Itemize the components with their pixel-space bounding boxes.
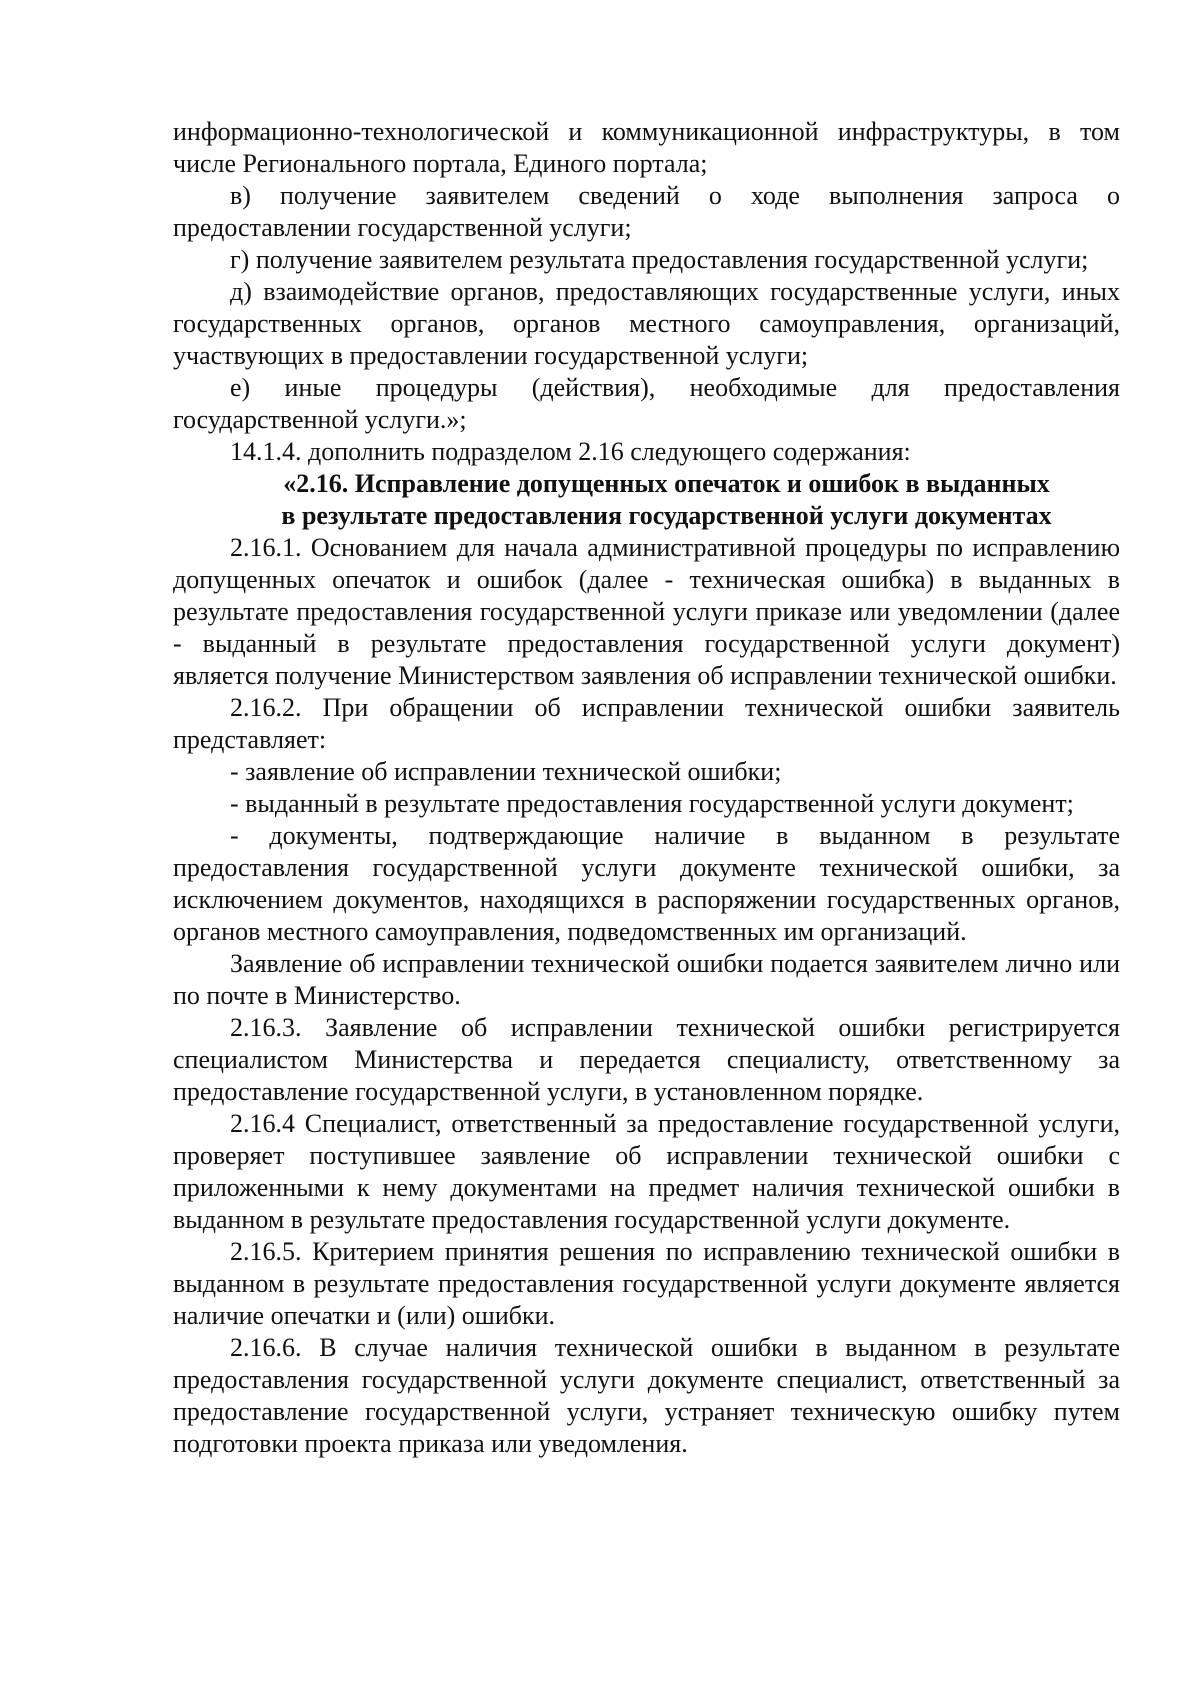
paragraph-item-e: е) иные процедуры (действия), необходимые для предоставления государственной услуги.»; xyxy=(173,373,1120,434)
paragraph-item-g: г) получение заявителем результата предоставления государственной услуги; xyxy=(230,245,1089,274)
paragraph-2-16-5: 2.16.5. Критерием принятия решения по исправлению технической ошибки в выданном в результате предоставления государственной услуги документе является наличие опечатки и (или) ошибки. xyxy=(173,1237,1120,1330)
paragraph-14-1-4: 14.1.4. дополнить подразделом 2.16 следующего содержания: xyxy=(230,437,911,466)
paragraph-2-16-3: 2.16.3. Заявление об исправлении технической ошибки регистрируется специалистом Министерства и передается специалисту, ответственному за предоставление государственной услуги, в установленном порядке. xyxy=(173,1013,1120,1106)
paragraph-submission: Заявление об исправлении технической ошибки подается заявителем лично или по почте в Министерство. xyxy=(173,949,1120,1010)
paragraph-2-16-1: 2.16.1. Основанием для начала административной процедуры по исправлению допущенных опечаток и ошибок (далее - техническая ошибка) в выданных в результате предоставления государственной услуги приказе или уведомлении (далее - выданный в результате предоставления государственной услуги документ) является получение Министерством заявления об исправлении технической ошибки. xyxy=(173,533,1120,690)
document-page xyxy=(173,116,1120,1460)
paragraph-2-16-4: 2.16.4 Специалист, ответственный за предоставление государственной услуги, проверяет поступившее заявление об исправлении технической ошибки с приложенными к нему документами на предмет наличия технической ошибки в выданном в результате предоставления государственной услуги документе. xyxy=(173,1109,1120,1234)
section-heading-line-2: в результате предоставления государственной услуги документах xyxy=(281,501,1052,530)
paragraph-2-16-6: 2.16.6. В случае наличия технической ошибки в выданном в результате предоставления государственной услуги документе специалист, ответственный за предоставление государственной услуги, устраняет техническую ошибку путем подготовки проекта приказа или уведомления. xyxy=(173,1333,1120,1458)
paragraph-item-v: в) получение заявителем сведений о ходе выполнения запроса о предоставлении государственной услуги; xyxy=(173,181,1120,242)
list-item-application: - заявление об исправлении технической ошибки; xyxy=(230,757,782,786)
list-item-issued-document: - выданный в результате предоставления государственной услуги документ; xyxy=(230,789,1074,818)
section-heading-line-1: «2.16. Исправление допущенных опечаток и ошибок в выданных xyxy=(283,469,1050,498)
list-item-supporting-documents: - документы, подтверждающие наличие в выданном в результате предоставления государственной услуги документе технической ошибки, за исключением документов, находящихся в распоряжении государственных органов, органов местного самоуправления, подведомственных им организаций. xyxy=(173,821,1120,946)
paragraph-continuation: информационно-технологической и коммуникационной инфраструктуры, в том числе Регионального портала, Единого портала; xyxy=(173,117,1120,178)
paragraph-2-16-2: 2.16.2. При обращении об исправлении технической ошибки заявитель представляет: xyxy=(173,693,1120,754)
paragraph-item-d: д) взаимодействие органов, предоставляющих государственные услуги, иных государственных органов, органов местного самоуправления, организаций, участвующих в предоставлении государственной услуги; xyxy=(173,277,1120,370)
